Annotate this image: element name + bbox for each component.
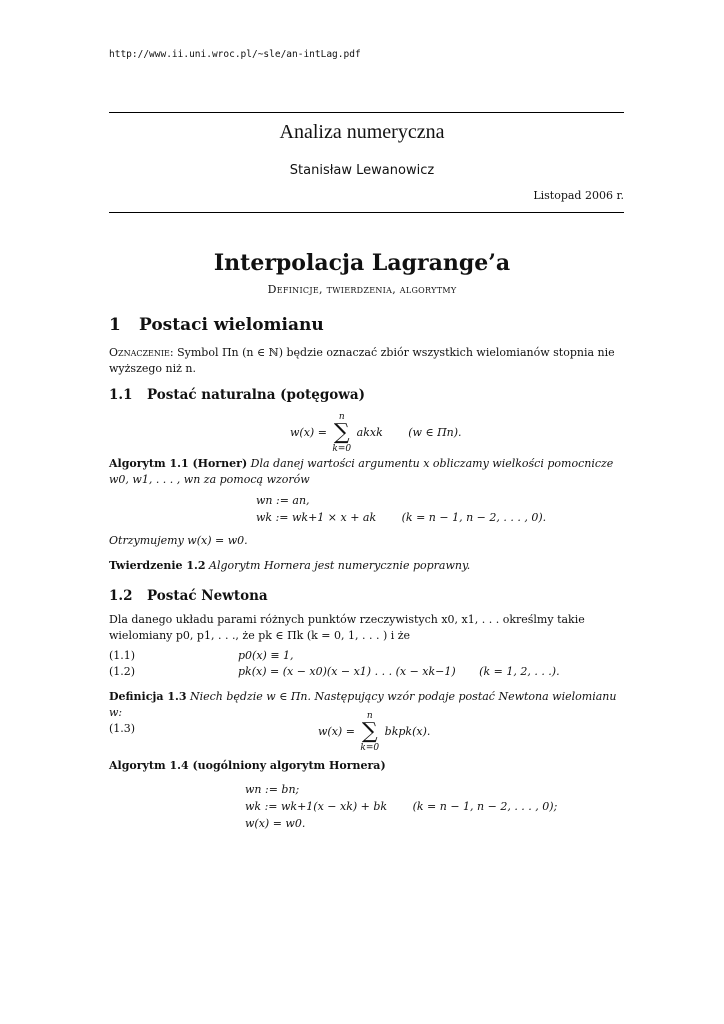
general-horner-formula: wk := wk+1(x − xk) + bk <box>245 800 388 813</box>
definition-text: Niech będzie w ∈ Πn. Następujący wzór podaje postać Newtona wielomianu w: <box>109 690 617 719</box>
top-rule <box>109 112 624 113</box>
general-horner-result: w(x) = w0. <box>245 817 306 830</box>
theorem-text: Algorytm Hornera jest numerycznie poprawny. <box>209 559 471 572</box>
natural-form-equation <box>290 412 462 454</box>
eq-lhs: w(x) = <box>318 725 355 738</box>
section-1-heading <box>109 315 324 335</box>
equation-1-1: p0(x) ≡ 1, <box>238 649 294 662</box>
section-title: Postaci wielomianu <box>139 315 324 335</box>
sum-lower: k=0 <box>332 444 352 454</box>
section-number: 1 <box>109 315 121 335</box>
eq-rhs: bkpk(x). <box>384 725 431 738</box>
subsection-number: 1.1 <box>109 387 133 403</box>
subsection-number: 1.2 <box>109 588 133 604</box>
source-url: http://www.ii.uni.wroc.pl/~sle/an-intLag.pdf <box>109 49 361 60</box>
subsection-1-1-heading <box>109 387 365 403</box>
algorithm-label: Algorytm 1.1 (Horner) <box>109 457 248 470</box>
sum-symbol: n ∑ k=0 <box>332 412 352 454</box>
algorithm-horner <box>109 456 624 488</box>
theorem-label: Twierdzenie 1.2 <box>109 559 206 572</box>
general-horner-condition: (k = n − 1, n − 2, . . . , 0); <box>412 800 558 813</box>
definition-label: Definicja 1.3 <box>109 690 187 703</box>
general-horner-step-1: wn := bn; <box>245 783 300 796</box>
eq-rhs: akxk <box>356 426 383 439</box>
equation-1-3 <box>318 711 430 753</box>
subsection-title: Postać Newtona <box>147 588 268 604</box>
notation-paragraph <box>109 345 624 377</box>
sum-upper: n <box>338 412 345 422</box>
eq-number-1-1: (1.1) <box>109 649 136 662</box>
date: Listopad 2006 r. <box>533 189 624 202</box>
newton-intro: Dla danego układu parami różnych punktów rzeczywistych x0, x1, . . . określmy takie wielomiany p0, p1, . . ., że pk ∈ Πk (k = 0, 1, . . . ) i że <box>109 613 585 642</box>
sum-lower: k=0 <box>360 743 380 753</box>
eq-lhs: w(x) = <box>290 426 327 439</box>
general-horner-step-2 <box>245 800 557 813</box>
equation-1-2 <box>238 665 560 678</box>
sum-symbol: n ∑ k=0 <box>360 711 380 753</box>
sum-upper: n <box>366 711 373 721</box>
author: Stanisław Lewanowicz <box>289 163 435 178</box>
eq-condition: (w ∈ Πn). <box>408 426 462 439</box>
horner-step-1: wn := an, <box>256 494 310 507</box>
horner-condition: (k = n − 1, n − 2, . . . , 0). <box>401 511 547 524</box>
notation-text: Symbol Πn (n ∈ ℕ) będzie oznaczać zbiór wszystkich wielomianów stopnia nie wyższego niż n. <box>109 346 615 375</box>
horner-step-2 <box>256 511 546 524</box>
notation-label: Oznaczenie: <box>109 346 174 359</box>
subsection-1-2-heading <box>109 588 268 604</box>
horner-formula: wk := wk+1 × x + ak <box>256 511 377 524</box>
eq-number-1-3: (1.3) <box>109 722 136 735</box>
course-title: Analiza numeryczna <box>279 121 445 143</box>
equation-1-2-formula: pk(x) = (x − x0)(x − x1) . . . (x − xk−1) <box>238 665 456 678</box>
horner-result: Otrzymujemy w(x) = w0. <box>109 534 248 547</box>
equation-1-2-condition: (k = 1, 2, . . .). <box>479 665 560 678</box>
paper-subtitle: Definicje, twierdzenia, algorytmy <box>267 283 457 296</box>
subsection-title: Postać naturalna (potęgowa) <box>147 387 366 403</box>
bottom-rule <box>109 212 624 213</box>
algorithm-text: Dla danej wartości argumentu x obliczamy wielkości pomocnicze w0, w1, . . . , wn za pomocą wzorów <box>109 457 614 486</box>
paper-title: Interpolacja Lagrange’a <box>213 250 511 276</box>
eq-number-1-2: (1.2) <box>109 665 136 678</box>
algorithm-1-4-label: Algorytm 1.4 (uogólniony algorytm Hornera) <box>109 759 386 772</box>
theorem-1-2 <box>109 558 624 574</box>
